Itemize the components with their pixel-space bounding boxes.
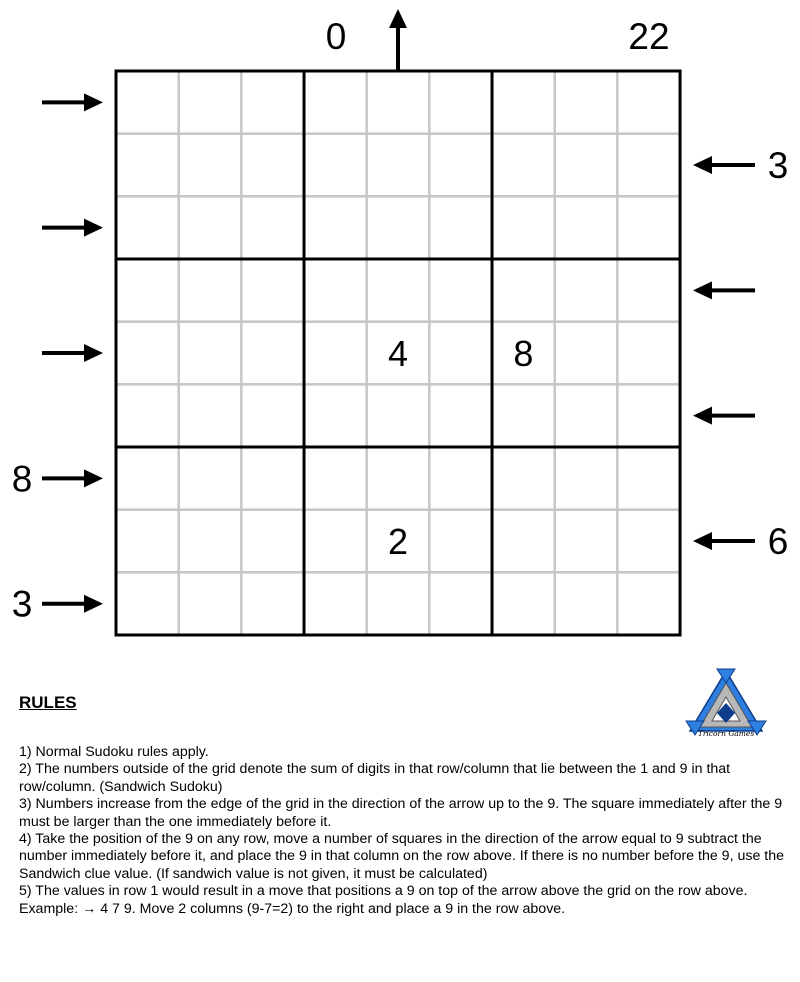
cell-r5c4[interactable] (304, 322, 367, 385)
cell-r4c8[interactable] (555, 259, 618, 322)
arrow-right-icon (42, 344, 103, 362)
cell-r5c6[interactable] (429, 322, 492, 385)
cell-r8c2[interactable] (179, 510, 242, 573)
cell-r8c9[interactable] (617, 510, 680, 573)
cell-r7c8[interactable] (555, 447, 618, 510)
cell-r2c8[interactable] (555, 134, 618, 197)
cell-r4c9[interactable] (617, 259, 680, 322)
cell-r1c2[interactable] (179, 71, 242, 134)
arrow-right-icon (42, 595, 103, 613)
cell-r7c9[interactable] (617, 447, 680, 510)
cell-r7c3[interactable] (241, 447, 304, 510)
cell-r9c4[interactable] (304, 572, 367, 635)
arrow-left-icon (693, 532, 755, 550)
cell-r3c7[interactable] (492, 196, 555, 259)
cell-r4c1[interactable] (116, 259, 179, 322)
cell-r2c4[interactable] (304, 134, 367, 197)
arrow-left-icon (693, 407, 755, 425)
cell-r1c3[interactable] (241, 71, 304, 134)
cell-r3c5[interactable] (367, 196, 430, 259)
cell-r4c6[interactable] (429, 259, 492, 322)
cell-r5c2[interactable] (179, 322, 242, 385)
cell-r3c9[interactable] (617, 196, 680, 259)
cell-r8c1[interactable] (116, 510, 179, 573)
logo-text: Tricorn Games (697, 729, 755, 738)
cell-r1c4[interactable] (304, 71, 367, 134)
rules-list (19, 744, 794, 918)
cell-r7c5[interactable] (367, 447, 430, 510)
cell-r1c6[interactable] (429, 71, 492, 134)
cell-r8c4[interactable] (304, 510, 367, 573)
cell-r6c6[interactable] (429, 384, 492, 447)
arrow-right-icon (42, 219, 103, 237)
cell-r1c8[interactable] (555, 71, 618, 134)
cell-r6c4[interactable] (304, 384, 367, 447)
cell-r8c3[interactable] (241, 510, 304, 573)
cell-r9c8[interactable] (555, 572, 618, 635)
top-clue-col5: 0 (325, 16, 347, 57)
cell-r9c1[interactable] (116, 572, 179, 635)
cell-r2c3[interactable] (241, 134, 304, 197)
arrow-left-icon (693, 281, 755, 299)
cell-r9c7[interactable] (492, 572, 555, 635)
arrow-right-icon (42, 469, 103, 487)
rule-4: 4) Take the position of the 9 on any row, move a number of squares in the direction of the arrow equal to 9 subtract the number immediately before it, and place the 9 in that column on the row above. If there is no number before the 9, use the Sandwich clue value. (If sandwich value is not given, it must be calculated) (19, 831, 784, 882)
cell-r5c3[interactable] (241, 322, 304, 385)
cell-r4c7[interactable] (492, 259, 555, 322)
cell-r3c6[interactable] (429, 196, 492, 259)
cell-r8c6[interactable] (429, 510, 492, 573)
cell-r2c5[interactable] (367, 134, 430, 197)
cell-r2c9[interactable] (617, 134, 680, 197)
cell-r8c7[interactable] (492, 510, 555, 573)
cell-r5c8[interactable] (555, 322, 618, 385)
cell-r7c4[interactable] (304, 447, 367, 510)
rule-1: 1) Normal Sudoku rules apply. (19, 744, 209, 760)
rule-example: Example: → 4 7 9. Move 2 columns (9-7=2) to the right and place a 9 in the row above. (19, 900, 566, 917)
cell-r9c3[interactable] (241, 572, 304, 635)
cell-r8c8[interactable] (555, 510, 618, 573)
rule-3: 3) Numbers increase from the edge of the grid in the direction of the arrow up to the 9. The square immediately after the 9 must be larger than the one immediately before it. (19, 796, 783, 830)
cell-r1c7[interactable] (492, 71, 555, 134)
cell-r3c4[interactable] (304, 196, 367, 259)
rule-2: 2) The numbers outside of the grid denote the sum of digits in that row/column that lie between the 1 and 9 in that row/column. (Sandwich Sudoku) (19, 761, 731, 795)
cell-r3c1[interactable] (116, 196, 179, 259)
cell-r1c5[interactable] (367, 71, 430, 134)
cell-r6c9[interactable] (617, 384, 680, 447)
cell-r2c1[interactable] (116, 134, 179, 197)
rule-5: 5) The values in row 1 would result in a move that positions a 9 on top of the arrow above the grid on the row above. (19, 883, 748, 900)
cell-r5c1[interactable] (116, 322, 179, 385)
tricorn-games-logo (684, 667, 768, 743)
cell-r7c6[interactable] (429, 447, 492, 510)
cell-r3c3[interactable] (241, 196, 304, 259)
cell-r5c9[interactable] (617, 322, 680, 385)
cell-r7c2[interactable] (179, 447, 242, 510)
cell-r6c1[interactable] (116, 384, 179, 447)
left-clue-row9: 3 (11, 583, 33, 625)
cell-r6c3[interactable] (241, 384, 304, 447)
cell-r4c5[interactable] (367, 259, 430, 322)
given-digit-r5c5: 4 (387, 333, 409, 375)
cell-r1c9[interactable] (617, 71, 680, 134)
cell-r2c7[interactable] (492, 134, 555, 197)
cell-r9c6[interactable] (429, 572, 492, 635)
cell-r6c2[interactable] (179, 384, 242, 447)
cell-r7c1[interactable] (116, 447, 179, 510)
right-clue-row2: 3 (767, 145, 789, 187)
cell-r6c8[interactable] (555, 384, 618, 447)
top-clue-col9: 22 (628, 16, 670, 57)
cell-r4c3[interactable] (241, 259, 304, 322)
cell-r9c9[interactable] (617, 572, 680, 635)
cell-r3c2[interactable] (179, 196, 242, 259)
rules-heading: RULES (19, 693, 77, 712)
cell-r6c5[interactable] (367, 384, 430, 447)
cell-r9c2[interactable] (179, 572, 242, 635)
arrow-right-icon (42, 93, 103, 111)
arrow-left-icon (693, 156, 755, 174)
cell-r4c4[interactable] (304, 259, 367, 322)
arrow-up-icon (389, 9, 407, 70)
given-digit-r8c5: 2 (387, 521, 409, 563)
cell-r9c5[interactable] (367, 572, 430, 635)
cell-r1c1[interactable] (116, 71, 179, 134)
given-digit-r5c7: 8 (513, 333, 534, 375)
cell-r7c7[interactable] (492, 447, 555, 510)
cell-r6c7[interactable] (492, 384, 555, 447)
left-clue-row7: 8 (11, 458, 33, 500)
cell-r2c6[interactable] (429, 134, 492, 197)
right-clue-row8: 6 (767, 521, 789, 563)
cell-r3c8[interactable] (555, 196, 618, 259)
cell-r4c2[interactable] (179, 259, 242, 322)
cell-r2c2[interactable] (179, 134, 242, 197)
